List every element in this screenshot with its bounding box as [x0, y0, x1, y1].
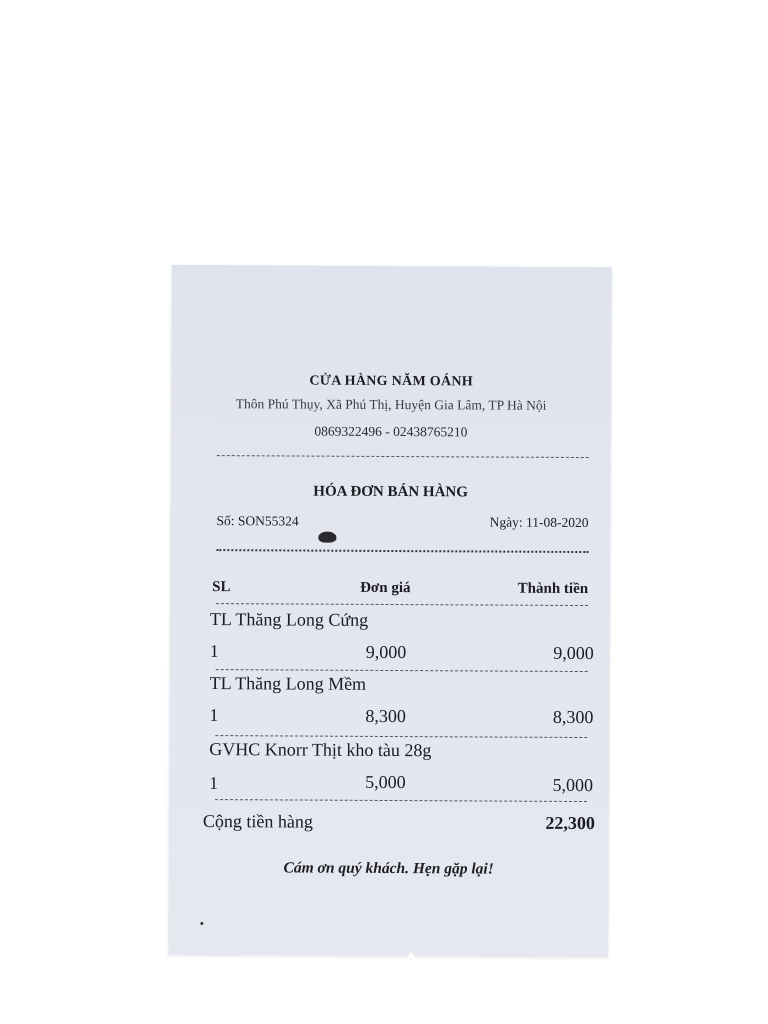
paper-tear [406, 952, 416, 958]
item-unit-price: 9,000 [365, 641, 407, 663]
divider [216, 669, 588, 672]
invoice-number: Số: SON55324 [216, 513, 299, 529]
divider [216, 603, 588, 606]
column-header-unit-price: Đơn giá [360, 579, 411, 597]
paper-speck [200, 922, 203, 925]
column-header-amount: Thành tiền [517, 580, 589, 598]
column-header-qty: SL [212, 579, 231, 596]
item-amount: 9,000 [553, 642, 594, 664]
store-name: CỬA HÀNG NĂM OÁNH [309, 373, 474, 390]
item-unit-price: 5,000 [365, 771, 406, 793]
item-name: TL Thăng Long Cứng [209, 609, 369, 630]
item-amount: 8,300 [552, 706, 594, 728]
item-qty: 1 [209, 705, 219, 726]
invoice-title: HÓA ĐƠN BÁN HÀNG [313, 483, 468, 501]
total-value: 22,300 [545, 812, 595, 834]
divider [216, 549, 588, 553]
item-name: TL Thăng Long Mềm [209, 673, 367, 694]
item-amount: 5,000 [552, 774, 594, 796]
divider [215, 799, 587, 802]
item-name: GVHC Knorr Thịt kho tàu 28g [209, 739, 432, 761]
invoice-date: Ngày: 11-08-2020 [489, 514, 589, 531]
punch-hole [318, 532, 336, 543]
divider [217, 455, 589, 458]
item-unit-price: 8,300 [365, 705, 407, 727]
store-phone: 0869322496 - 02438765210 [314, 423, 468, 440]
store-address: Thôn Phú Thụy, Xã Phú Thị, Huyện Gia Lâm, TP Hà Nội [235, 396, 547, 413]
divider [215, 735, 587, 738]
receipt-paper [168, 265, 612, 957]
item-qty: 1 [209, 773, 219, 794]
total-label: Cộng tiền hàng [202, 811, 313, 832]
thank-you-message: Cám ơn quý khách. Hẹn gặp lại! [283, 859, 494, 878]
item-qty: 1 [209, 641, 219, 662]
